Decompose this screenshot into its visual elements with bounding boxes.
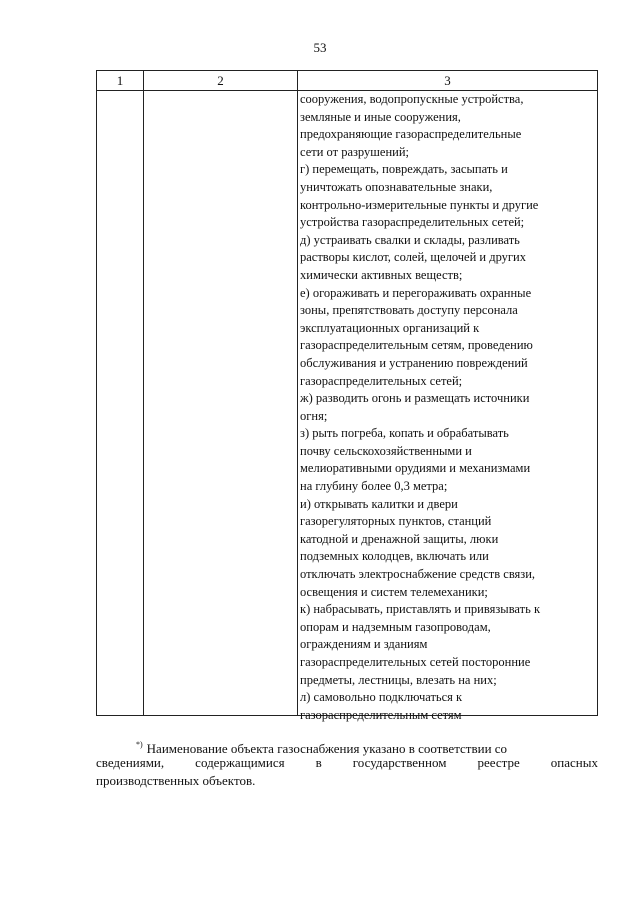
column-header-3: 3 bbox=[444, 73, 451, 88]
footnote-word: в bbox=[315, 755, 322, 770]
footnote-word: реестре bbox=[477, 755, 520, 770]
cell-text-line: эксплуатационных организаций к bbox=[300, 320, 480, 335]
cell-text-line: на глубину более 0,3 метра; bbox=[300, 479, 448, 494]
cell-text-line: сооружения, водопропускные устройства, bbox=[300, 92, 524, 106]
footnote-word: опасных bbox=[550, 755, 598, 770]
cell-text-line: газораспределительных сетей; bbox=[300, 373, 463, 388]
footnote-word: содержащимися bbox=[195, 755, 285, 770]
requirements-table bbox=[96, 70, 598, 722]
cell-text-line: почву сельскохозяйственными и bbox=[300, 443, 472, 458]
footnote-word: сведениями, bbox=[96, 755, 165, 770]
cell-text-line: газораспределительных сетей посторонние bbox=[300, 655, 531, 669]
cell-text-line: катодной и дренажной защиты, люки bbox=[300, 531, 499, 546]
column-divider bbox=[297, 71, 298, 715]
cell-text-line: л) самовольно подключаться к bbox=[300, 690, 463, 705]
footnote-text-1: Наименование объекта газоснабжения указано в соответствии со bbox=[146, 741, 508, 756]
cell-text-line: опорам и надземным газопроводам, bbox=[300, 619, 491, 634]
footnote-word: государственном bbox=[352, 755, 447, 770]
cell-text-line: устройства газораспределительных сетей; bbox=[300, 215, 525, 230]
cell-text-line: ж) разводить огонь и размещать источники bbox=[300, 391, 530, 406]
cell-text-line: подземных колодцев, включать или bbox=[300, 549, 489, 564]
column-header-2: 2 bbox=[217, 73, 224, 88]
cell-text-line: газораспределительным сетям bbox=[300, 707, 462, 722]
cell-text-line: д) устраивать свалки и склады, разливать bbox=[300, 232, 520, 247]
cell-text-line: химически активных веществ; bbox=[300, 267, 463, 282]
column-header-1: 1 bbox=[116, 73, 124, 88]
cell-text-line: газораспределительным сетям, проведению bbox=[300, 338, 533, 353]
cell-text-line: газорегуляторных пунктов, станций bbox=[300, 514, 492, 529]
cell-text-line: уничтожать опознавательные знаки, bbox=[300, 179, 493, 194]
column-3-cell bbox=[300, 91, 596, 724]
footnote-line-2 bbox=[96, 754, 598, 772]
column-divider bbox=[143, 71, 144, 715]
cell-text-line: растворы кислот, солей, щелочей и других bbox=[300, 250, 526, 265]
cell-text-line: зоны, препятствовать доступу персонала bbox=[300, 303, 518, 318]
cell-text-line: ограждениям и зданиям bbox=[300, 637, 428, 652]
cell-text-line: сети от разрушений; bbox=[300, 144, 409, 159]
cell-text-line: обслуживания и устранению повреждений bbox=[300, 355, 528, 370]
cell-text-line: отключать электроснабжение средств связи, bbox=[300, 567, 536, 582]
footnote-line-3: производственных объектов. bbox=[96, 773, 256, 788]
cell-text-line: и) открывать калитки и двери bbox=[300, 496, 458, 511]
cell-text-line: предохраняющие газораспределительные bbox=[300, 127, 522, 142]
cell-text-line: освещения и систем телемеханики; bbox=[300, 584, 488, 599]
footnote-line-1 bbox=[96, 736, 598, 754]
cell-text-line: предметы, лестницы, влезать на них; bbox=[300, 672, 497, 687]
cell-text-line: земляные и иные сооружения, bbox=[300, 109, 461, 124]
page-number: 53 bbox=[313, 40, 327, 55]
cell-text-line: контрольно-измерительные пункты и другие bbox=[300, 197, 539, 212]
footnote bbox=[96, 736, 598, 790]
cell-text-line: г) перемещать, повреждать, засыпать и bbox=[300, 162, 508, 177]
cell-text-line: к) набрасывать, приставлять и привязывать к bbox=[300, 602, 541, 617]
cell-text-line: е) огораживать и перегораживать охранные bbox=[300, 285, 532, 300]
cell-text-line: мелиоративными орудиями и механизмами bbox=[300, 461, 531, 476]
cell-text-line: огня; bbox=[300, 408, 328, 423]
footnote-marker: *) bbox=[136, 740, 143, 749]
cell-text-line: з) рыть погреба, копать и обрабатывать bbox=[300, 426, 509, 441]
